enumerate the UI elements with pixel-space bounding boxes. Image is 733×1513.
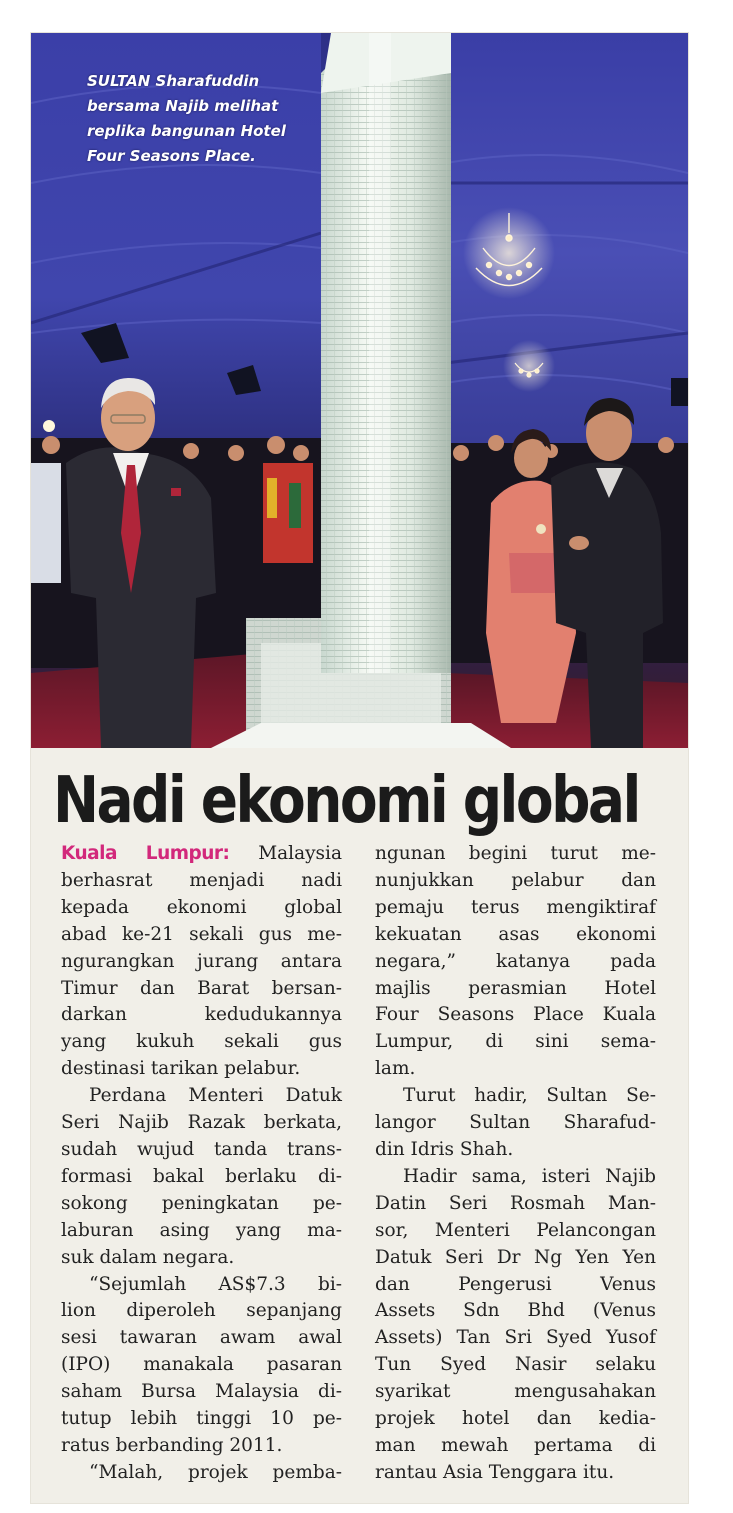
article-line: sor, Menteri Pelancongan xyxy=(375,1219,656,1241)
article-line: kepada ekonomi global xyxy=(61,896,342,918)
article-line: Hadir sama, isteri Najib xyxy=(403,1165,656,1187)
article-line: tutup lebih tinggi 10 pe- xyxy=(61,1408,342,1430)
article-line: nunjukkan pelabur dan xyxy=(375,869,656,891)
article-line: syarikat mengusahakan xyxy=(375,1381,656,1403)
article-line: “Sejumlah AS$7.3 bi- xyxy=(89,1273,342,1295)
article-line: sokong peningkatan pe- xyxy=(61,1192,342,1214)
article-line: Assets) Tan Sri Syed Yusof xyxy=(375,1327,656,1349)
article-line: Datuk Seri Dr Ng Yen Yen xyxy=(375,1246,656,1268)
article-line: pemaju terus mengiktiraf xyxy=(375,896,656,918)
caption-text: Sharafuddin bersama Najib melihat replika bangunan Hotel Four Seasons Place. xyxy=(87,72,286,165)
article-line: “Malah, projek pemba- xyxy=(89,1461,342,1483)
article-line: sesi tawaran awam awal xyxy=(61,1327,342,1349)
article-line: (IPO) manakala pasaran xyxy=(61,1354,342,1376)
headline: Nadi ekonomi global xyxy=(53,764,639,838)
article-line: Tun Syed Nasir selaku xyxy=(375,1354,656,1376)
article-line: laburan asing yang ma- xyxy=(61,1219,342,1241)
article-line: Four Seasons Place Kuala xyxy=(375,1004,656,1026)
article-line: destinasi tarikan pelabur. xyxy=(61,1058,301,1080)
article-line: sudah wujud tanda trans- xyxy=(61,1138,342,1160)
article-line: berhasrat menjadi nadi xyxy=(61,869,342,891)
article-line: Assets Sdn Bhd (Venus xyxy=(375,1300,656,1322)
article-line: abad ke-21 sekali gus me- xyxy=(61,923,342,945)
event-photo xyxy=(31,33,688,748)
article-column-left xyxy=(61,841,342,1487)
article-line: lam. xyxy=(375,1058,416,1080)
article-line: saham Bursa Malaysia di- xyxy=(61,1381,342,1403)
article-line: formasi bakal berlaku di- xyxy=(61,1165,342,1187)
article-line: darkan kedudukannya xyxy=(61,1004,342,1026)
article-line: langor Sultan Sharafud- xyxy=(375,1112,656,1134)
photo-caption xyxy=(87,69,317,169)
article-line: Turut hadir, Sultan Se- xyxy=(403,1085,656,1107)
article-line: Lumpur, di sini sema- xyxy=(375,1031,656,1053)
article-line: negara,” katanya pada xyxy=(375,950,656,972)
article-line: kekuatan asas ekonomi xyxy=(375,923,656,945)
article-line: projek hotel dan kedia- xyxy=(375,1408,656,1430)
article-line: Timur dan Barat bersan- xyxy=(61,977,342,999)
article-line: ratus berbanding 2011. xyxy=(61,1434,283,1456)
article-line: lion diperoleh sepanjang xyxy=(61,1300,342,1322)
article-line: Perdana Menteri Datuk xyxy=(89,1085,342,1107)
article-line xyxy=(61,841,342,868)
article-column-right xyxy=(375,841,656,1487)
article-line: majlis perasmian Hotel xyxy=(375,977,656,999)
article-line: yang kukuh sekali gus xyxy=(61,1031,342,1053)
newspaper-clipping xyxy=(31,33,688,1503)
article-line-text: Malaysia xyxy=(258,843,342,864)
article-line: din Idris Shah. xyxy=(375,1138,514,1160)
article-line: dan Pengerusi Venus xyxy=(375,1273,656,1295)
article-line: man mewah pertama di xyxy=(375,1434,656,1456)
article-line: ngunan begini turut me- xyxy=(375,843,656,864)
dateline: Kuala Lumpur: xyxy=(61,843,230,864)
article-line: Datin Seri Rosmah Man- xyxy=(375,1192,656,1214)
article-line: suk dalam negara. xyxy=(61,1246,235,1268)
article-line: ngurangkan jurang antara xyxy=(61,950,342,972)
article-line: rantau Asia Tenggara itu. xyxy=(375,1461,615,1483)
article-line: Seri Najib Razak berkata, xyxy=(61,1112,342,1134)
caption-lead: SULTAN xyxy=(87,72,151,90)
